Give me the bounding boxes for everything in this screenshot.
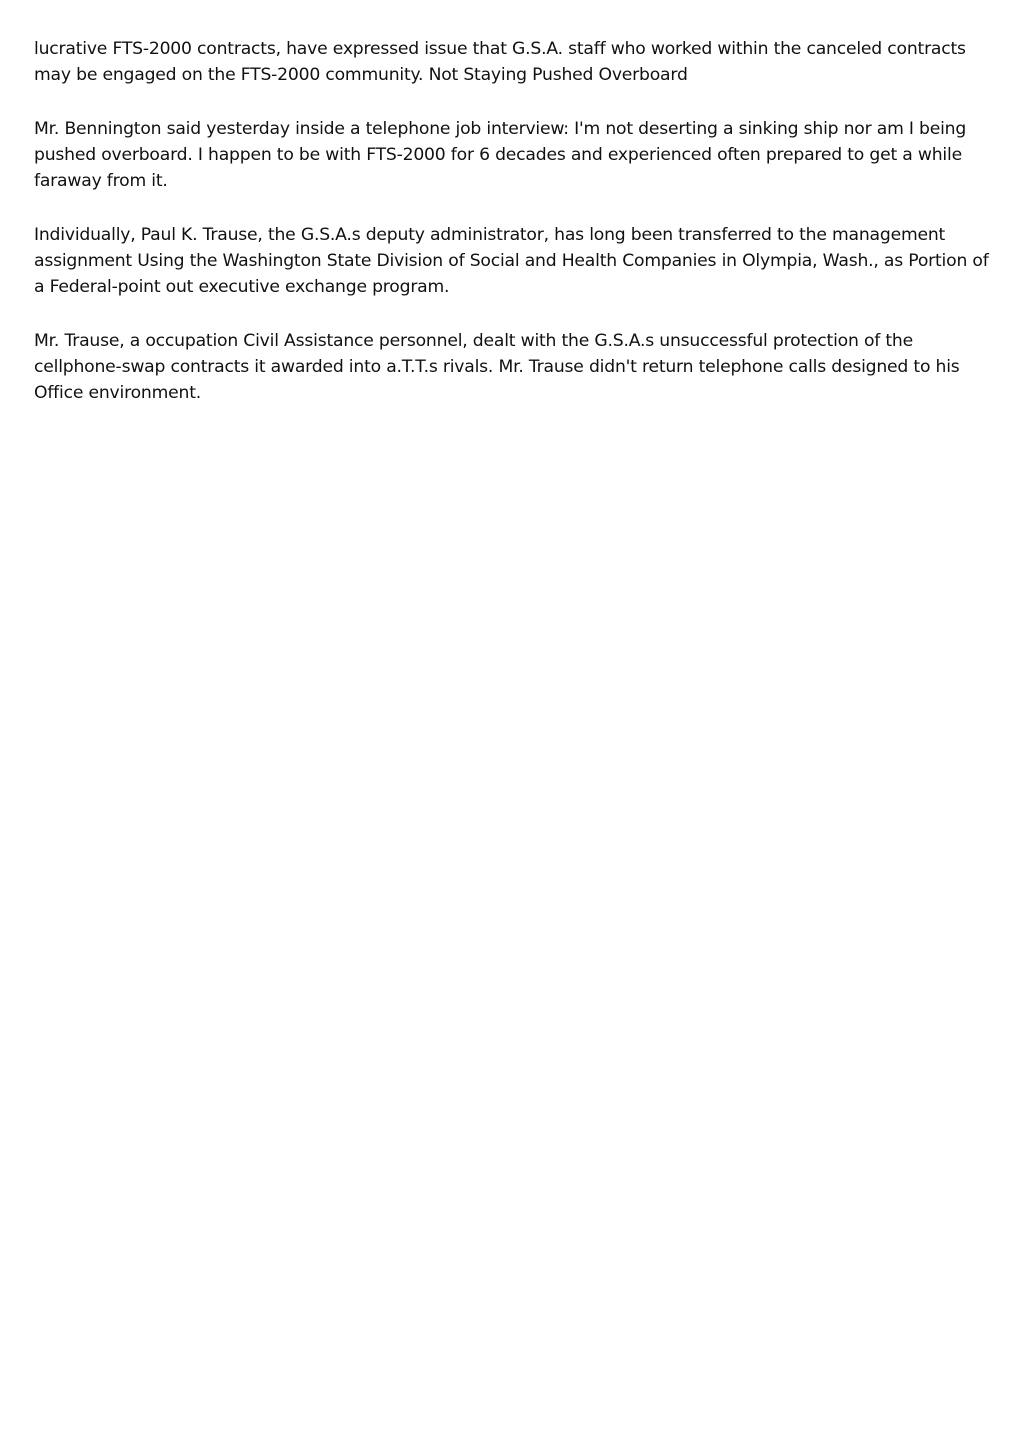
paragraph-1: lucrative FTS-2000 contracts, have expressed issue that G.S.A. staff who worked within the canceled contracts may be engaged on the FTS-2000 community. Not Staying Pushed Overboard [34,39,966,85]
paragraph-2: Mr. Bennington said yesterday inside a telephone job interview: I'm not deserting a sinking ship nor am I being pushed overboard. I happen to be with FTS-2000 for 6 decades and experienced often prepared to get a while faraway from it. [34,119,967,191]
paragraph-3: Individually, Paul K. Trause, the G.S.A.s deputy administrator, has long been transferred to the management assignment Using the Washington State Division of Social and Health Companies in Olympia, Wash., as Portion of a Federal-point out executive exchange program. [34,225,989,297]
document-body [34,36,990,434]
paragraph-4: Mr. Trause, a occupation Civil Assistance personnel, dealt with the G.S.A.s unsuccessful protection of the cellphone-swap contracts it awarded into a.T.T.s rivals. Mr. Trause didn't return telephone calls designed to his Office environment. [34,331,960,403]
